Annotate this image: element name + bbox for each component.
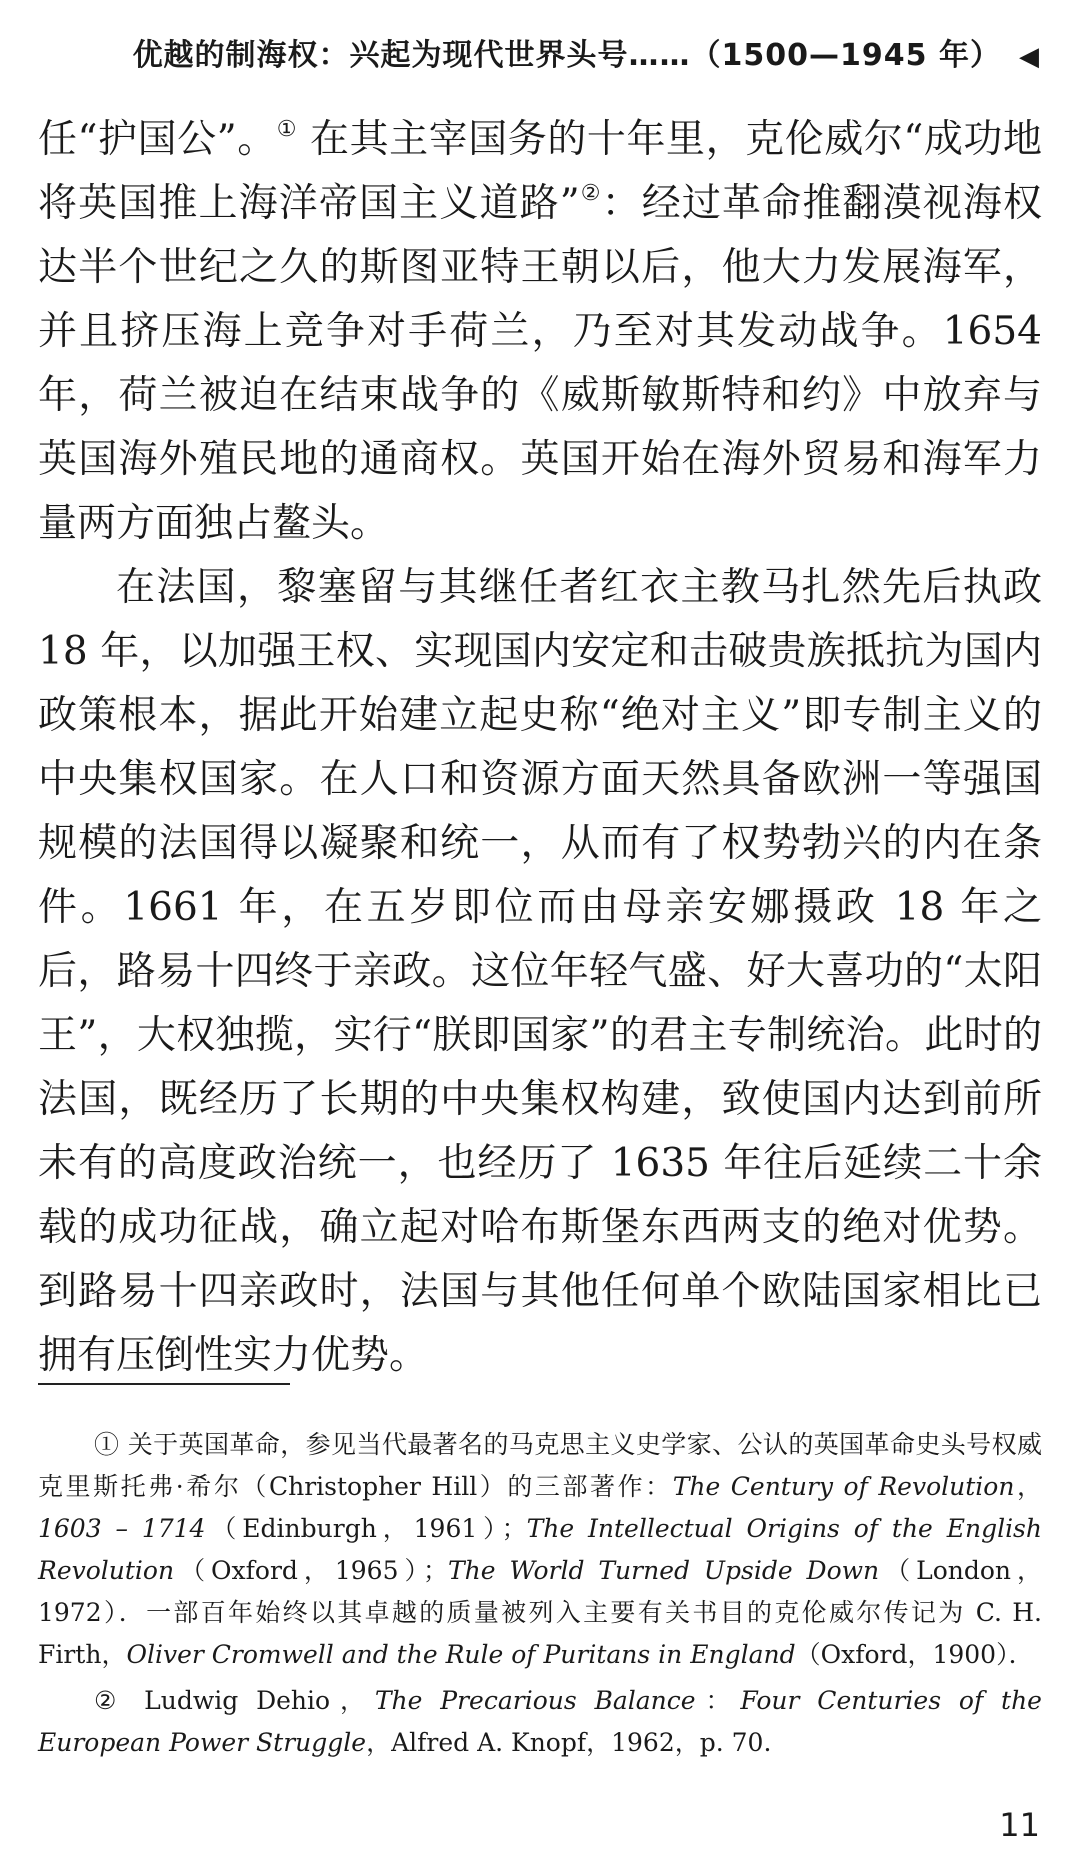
paragraph-cromwell — [38, 108, 1042, 556]
footnote-text: ① 关于英国革命，参见当代最著名的马克思主义史学家、公认的英国革命史头号权威克里斯托弗·希尔（Christopher Hill）的三部著作： — [38, 1430, 1042, 1501]
book-title: Four Centuries of the European Power Struggle — [38, 1686, 1042, 1757]
paragraph-text: 任“护国公”。 — [38, 117, 277, 162]
footnotes — [38, 1424, 1042, 1764]
book-title: The Intellectual Origins of the English Revolution — [38, 1514, 1042, 1585]
page-number: 11 — [999, 1806, 1040, 1844]
running-header — [0, 30, 1040, 74]
paragraph-text: ：经过革命推翻漠视海权达半个世纪之久的斯图亚特王朝以后，他大力发展海军，并且挤压海上竞争对手荷兰，乃至对其发动战争。1654 年，荷兰被迫在结束战争的《威斯敏斯特和约》中放弃与英国海外殖民地的通商权。英国开始在海外贸易和海军力量两方面独占鳌头。 — [38, 181, 1042, 546]
book-title: The World Turned Upside Down — [447, 1556, 880, 1585]
footnote-text: ， — [1014, 1472, 1042, 1501]
triangle-left-icon: ◀ — [1019, 42, 1040, 72]
book-title: Oliver Cromwell and the Rule of Puritans in England — [126, 1640, 796, 1669]
footnote-text: ，Alfred A. Knopf，1962，p. 70. — [366, 1728, 772, 1757]
footnote-ref-2[interactable]: ② — [579, 181, 602, 206]
book-years: 1603 – 1714 — [38, 1514, 206, 1543]
footnote-text: ② Ludwig Dehio， — [94, 1686, 375, 1715]
footnote-text: （Oxford，1900）． — [795, 1640, 1034, 1669]
footnote-text: ： — [695, 1686, 741, 1715]
footnote-divider — [38, 1383, 290, 1385]
footnote-ref-1[interactable]: ① — [276, 117, 298, 142]
book-title: The Precarious Balance — [374, 1686, 696, 1715]
body-text — [38, 108, 1042, 1388]
footnote-text: （London，1972）．一部百年始终以其卓越的质量被列入主要有关书目的克伦威尔传记为 C. H. Firth， — [38, 1556, 1043, 1669]
footnote-2 — [38, 1680, 1042, 1764]
footnote-text: （Edinburgh，1961）； — [205, 1514, 527, 1543]
footnote-1 — [38, 1424, 1042, 1676]
paragraph-france: 在法国，黎塞留与其继任者红衣主教马扎然先后执政 18 年，以加强王权、实现国内安定和击破贵族抵抗为国内政策根本，据此开始建立起史称“绝对主义”即专制主义的中央集权国家。在人口和资源方面天然具备欧洲一等强国规模的法国得以凝聚和统一，从而有了权势勃兴的内在条件。1661 年，在五岁即位而由母亲安娜摄政 18 年之后，路易十四终于亲政。这位年轻气盛、好大喜功的“太阳王”，大权独揽，实行“朕即国家”的君主专制统治。此时的法国，既经历了长期的中央集权构建，致使国内达到前所未有的高度政治统一，也经历了 1635 年往后延续二十余载的成功征战，确立起对哈布斯堡东西两支的绝对优势。到路易十四亲政时，法国与其他任何单个欧陆国家相比已拥有压倒性实力优势。 — [38, 565, 1042, 1378]
book-title: The Century of Revolution — [672, 1472, 1015, 1501]
footnote-text: （Oxford，1965）； — [174, 1556, 448, 1585]
running-header-title: 优越的制海权：兴起为现代世界头号……（1500—1945 年） — [132, 38, 1001, 73]
paragraph-text: 在其主宰国务的十年里，克伦威尔“成功地将英国推上海洋帝国主义道路” — [38, 117, 1042, 226]
